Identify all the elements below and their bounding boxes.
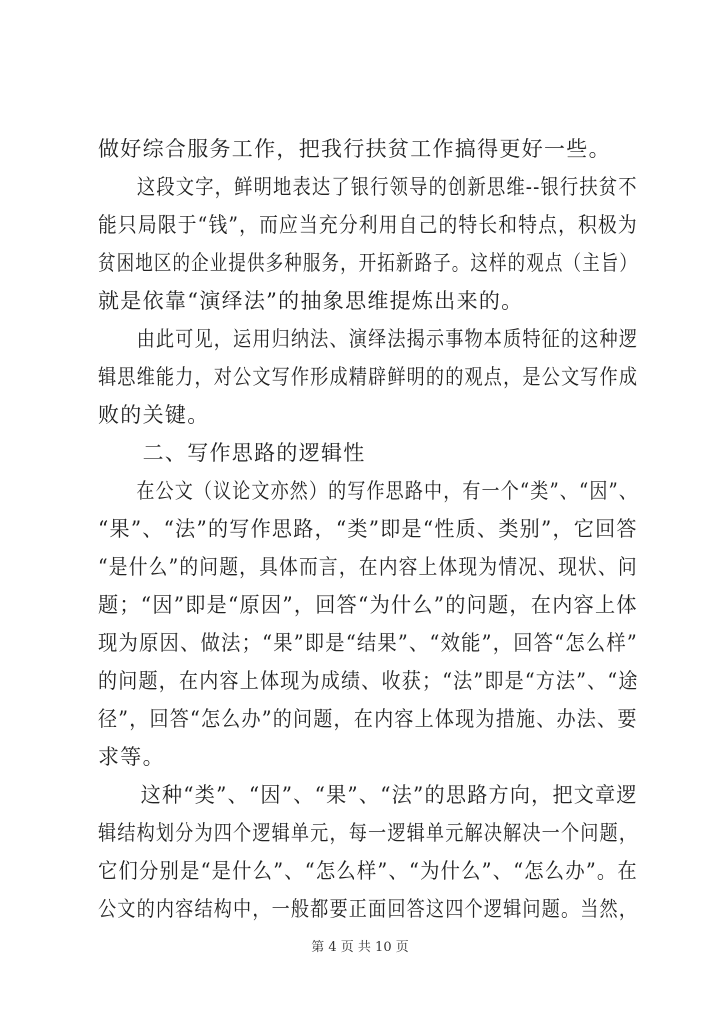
text-line: 现为原因、做法；“果”即是“结果”、“效能”，回答“怎么样” (98, 631, 638, 655)
text-line: 这种“类”、“因”、“果”、“法”的思路方向，把文章逻 (98, 783, 638, 807)
text-line: 辑结构划分为四个逻辑单元，每一逻辑单元解决解决一个问题， (98, 821, 639, 845)
text-line: 的问题，在内容上体现为成绩、收获；“法”即是“方法”、“途 (98, 669, 639, 693)
text-line: 贫困地区的企业提供多种服务，开拓新路子。这样的观点（主旨） (98, 251, 638, 275)
text-line: 求等。 (98, 745, 165, 769)
text-line: 能只局限于“钱”，而应当充分利用自己的特长和特点，积极为 (98, 213, 638, 237)
text-line: 公文的内容结构中，一般都要正面回答这四个逻辑问题。当然， (98, 897, 639, 921)
text-line: 它们分别是“是什么”、“怎么样”、“为什么”、“怎么办”。在 (98, 859, 638, 883)
text-line: 由此可见，运用归纳法、演绎法揭示事物本质特征的这种逻 (98, 327, 639, 351)
text-line: “是什么”的问题，具体而言，在内容上体现为情况、现状、问 (98, 555, 638, 579)
text-line: 题；“因”即是“原因”，回答“为什么”的问题，在内容上体 (98, 593, 638, 617)
text-line: 败的关键。 (98, 403, 210, 427)
page-number-footer: 第 4 页 共 10 页 (311, 940, 409, 955)
text-line: 辑思维能力，对公文写作形成精辟鲜明的的观点，是公文写作成 (98, 365, 639, 389)
text-line: 做好综合服务工作，把我行扶贫工作搞得更好一些。 (98, 137, 611, 161)
text-line: 就是依靠“演绎法”的抽象思维提炼出来的。 (98, 289, 524, 313)
text-line: 这段文字，鲜明地表达了银行领导的创新思维--银行扶贫不 (98, 175, 638, 199)
text-line: 在公文（议论文亦然）的写作思路中，有一个“类”、“因”、 (98, 479, 639, 503)
text-line: 径”，回答“怎么办”的问题，在内容上体现为措施、办法、要 (98, 707, 638, 731)
text-line: “果”、“法”的写作思路，“类”即是“性质、类别”，它回答 (98, 517, 638, 541)
section-heading: 二、写作思路的逻辑性 (98, 441, 366, 465)
